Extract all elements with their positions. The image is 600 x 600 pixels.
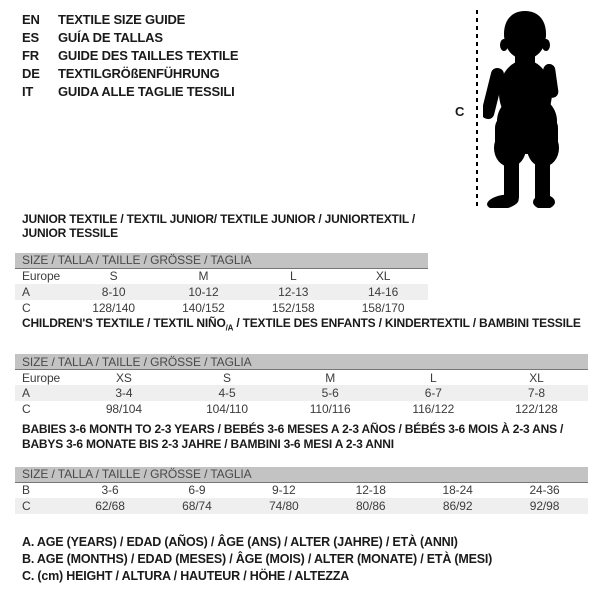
size-cell: M (325, 370, 336, 385)
lang-row-it (22, 82, 238, 100)
size-cell: 158/170 (361, 301, 405, 315)
size-cell: 140/152 (182, 301, 225, 315)
size-cell: L (289, 269, 297, 284)
size-cell: 12-13 (248, 284, 338, 300)
size-cell: 3-4 (72, 385, 175, 401)
size-cell: 8-10 (69, 284, 159, 300)
size-header-bar: SIZE / TALLA / TAILLE / GRÖSSE / TAGLIA (15, 253, 428, 268)
size-cell: 12-18 (355, 483, 386, 498)
size-cell: 3-6 (101, 483, 119, 498)
lang-code: FR (22, 47, 39, 63)
lang-title: TEXTILGRÖßENFÜHRUNG (58, 65, 220, 81)
row-label: C (22, 402, 31, 417)
size-cell: XL (529, 370, 544, 385)
note-age-years: A. AGE (YEARS) / EDAD (AÑOS) / ÂGE (ANS) / ALTER (JAHRE) / ETÀ (ANNI) (22, 535, 458, 549)
size-cell: 122/128 (515, 402, 558, 417)
legend-notes (22, 534, 492, 585)
lang-code: ES (22, 29, 39, 45)
size-cell: 128/140 (92, 301, 135, 315)
size-cell: 80/86 (327, 498, 414, 514)
lang-row-en (22, 10, 238, 28)
table-row (15, 369, 588, 385)
size-cell: M (198, 269, 209, 284)
baby-silhouette-image (483, 8, 573, 208)
lang-row-fr (22, 46, 238, 64)
section-title (15, 316, 588, 335)
babies-size-table (15, 467, 588, 514)
row-label: C (22, 301, 31, 315)
lang-code: EN (22, 11, 40, 27)
measured-figure (440, 0, 600, 215)
language-title-block (22, 10, 238, 100)
table-row (15, 300, 428, 316)
row-label: A (15, 385, 72, 401)
size-cell: XS (115, 370, 132, 385)
size-cell: 9-12 (272, 483, 296, 498)
size-cell: 5-6 (279, 385, 382, 401)
size-cell: L (430, 370, 437, 385)
size-cell: 7-8 (485, 385, 588, 401)
lang-title: TEXTILE SIZE GUIDE (58, 11, 186, 27)
table-row (15, 401, 588, 417)
height-measure-dashed-line (476, 10, 478, 206)
section-babies-textile (15, 422, 588, 514)
title-post: / TEXTILE DES ENFANTS / KINDERTEXTIL / BAMBINI TESSILE (233, 316, 581, 330)
size-cell: S (223, 370, 231, 385)
section-title: JUNIOR TEXTILE / TEXTIL JUNIOR/ TEXTILE JUNIOR / JUNIORTEXTIL / JUNIOR TESSILE (22, 212, 416, 240)
size-cell: 98/104 (105, 402, 142, 417)
section-title (15, 422, 588, 452)
size-cell: 116/122 (412, 402, 455, 417)
row-label: C (15, 498, 67, 514)
size-cell: 74/80 (240, 498, 327, 514)
size-cell: 4-5 (175, 385, 278, 401)
row-label: Europe (22, 269, 61, 284)
lang-title: GUÍA DE TALLAS (58, 29, 163, 45)
lang-row-es (22, 28, 238, 46)
size-cell: 24-36 (529, 483, 560, 498)
height-measure-label: C (455, 104, 465, 119)
size-cell: XL (375, 269, 391, 284)
row-label: Europe (22, 370, 61, 385)
note-age-months: B. AGE (MONTHS) / EDAD (MESES) / ÂGE (MOIS) / ALTER (MONATE) / ETÀ (MESI) (22, 552, 493, 566)
title-line-1: BABIES 3-6 MONTH TO 2-3 YEARS / BEBÉS 3-6 MESES A 2-3 AÑOS / BÉBÉS 3-6 MOIS À 2-3 ANS / (22, 422, 564, 436)
size-cell: S (109, 269, 118, 284)
size-cell: 62/68 (67, 498, 154, 514)
row-label: A (15, 284, 69, 300)
title-subscript: /A (225, 323, 234, 333)
section-junior-textile (15, 212, 428, 316)
size-cell: 152/158 (271, 301, 315, 315)
size-header-bar: SIZE / TALLA / TAILLE / GRÖSSE / TAGLIA (15, 467, 588, 482)
lang-code: IT (22, 83, 34, 99)
lang-title: GUIDE DES TAILLES TEXTILE (58, 47, 239, 63)
size-cell: 18-24 (442, 483, 473, 498)
table-row (15, 482, 588, 498)
note-height-cm: C. (cm) HEIGHT / ALTURA / HAUTEUR / HÖHE / ALTEZZA (22, 569, 350, 583)
title-pre: CHILDREN'S TEXTILE / TEXTIL NIÑO (22, 316, 226, 330)
row-label: B (22, 483, 30, 498)
section-childrens-textile (15, 316, 588, 417)
size-cell: 14-16 (338, 284, 428, 300)
children-size-table (15, 354, 588, 417)
junior-size-table (15, 253, 428, 316)
lang-title: GUIDA ALLE TAGLIE TESSILI (58, 83, 235, 99)
title-line-2: BABYS 3-6 MONATE BIS 2-3 JAHRE / BAMBINI 3-6 MESI A 2-3 ANNI (22, 437, 394, 451)
lang-code: DE (22, 65, 40, 81)
size-cell: 6-9 (188, 483, 206, 498)
size-cell: 68/74 (153, 498, 240, 514)
table-row (15, 284, 428, 300)
size-cell: 110/116 (309, 402, 351, 417)
size-cell: 10-12 (159, 284, 249, 300)
table-row (15, 498, 588, 514)
size-cell: 92/98 (501, 498, 588, 514)
size-cell: 104/110 (206, 402, 248, 417)
lang-row-de (22, 64, 238, 82)
table-row (15, 268, 428, 284)
size-header-bar: SIZE / TALLA / TAILLE / GRÖSSE / TAGLIA (15, 354, 588, 369)
table-row (15, 385, 588, 401)
size-cell: 6-7 (382, 385, 485, 401)
size-cell: 86/92 (414, 498, 501, 514)
